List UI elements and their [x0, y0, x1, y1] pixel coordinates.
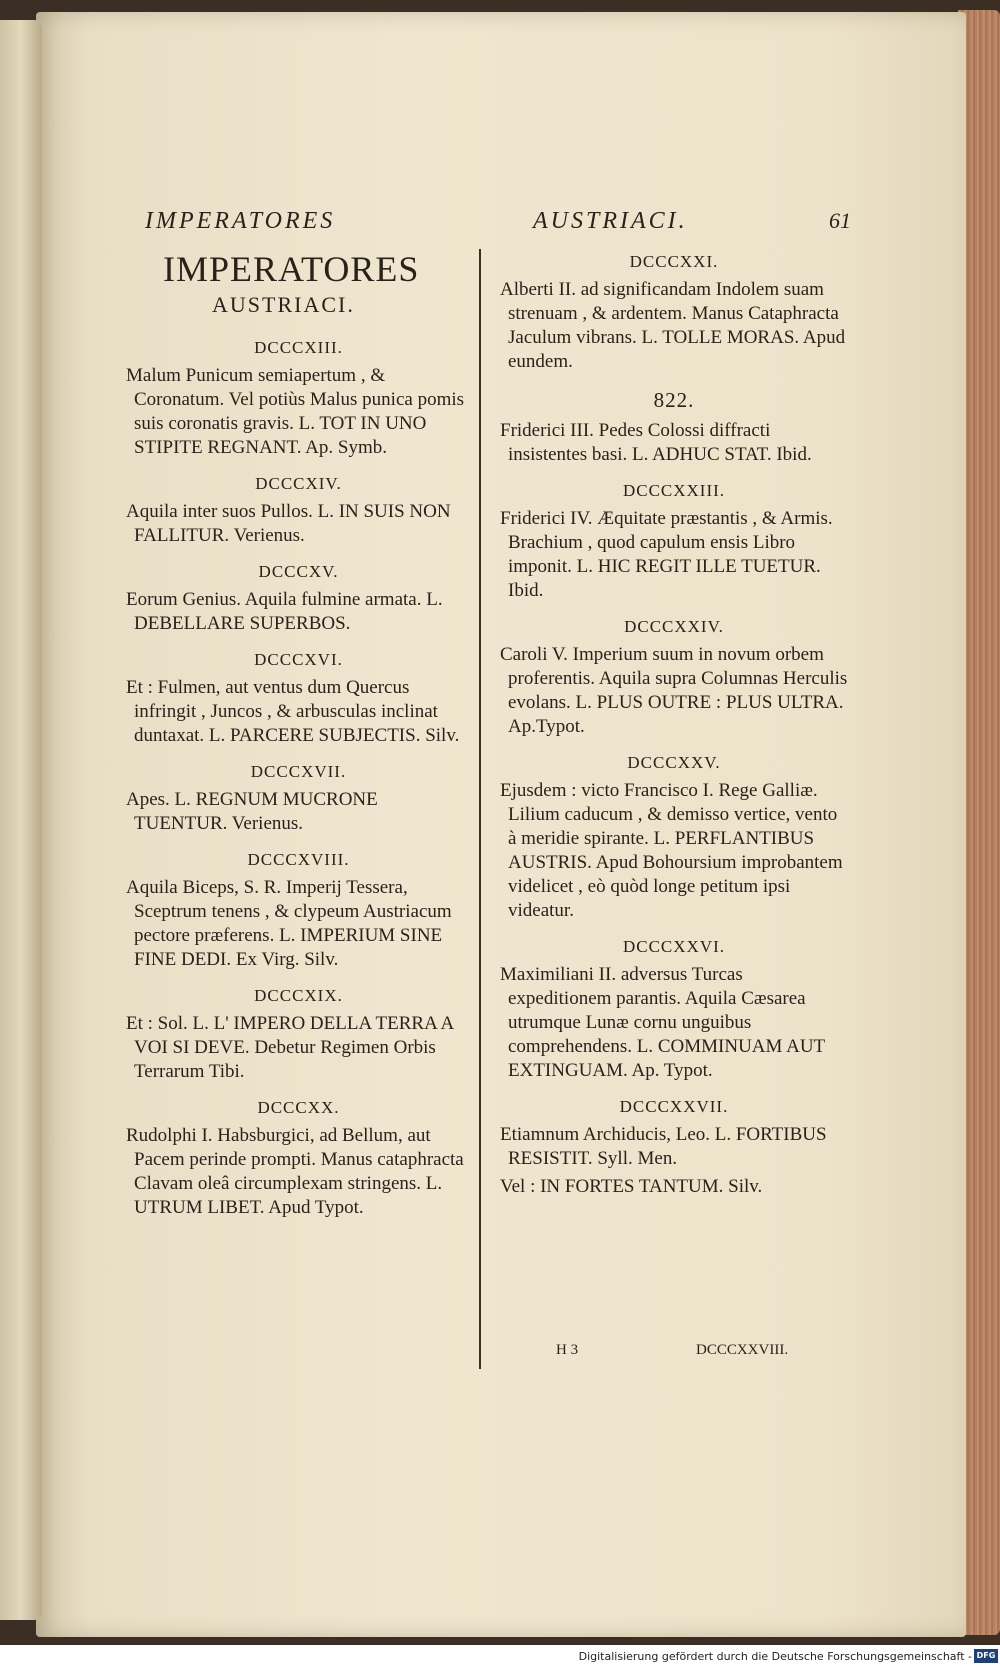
page-number: 61 — [829, 208, 851, 233]
entry-824 — [500, 617, 848, 739]
entry-817 — [126, 762, 471, 836]
page-subtitle: AUSTRIACI. — [212, 292, 355, 317]
dfg-logo: DFG — [974, 1649, 998, 1663]
running-head-right: AUSTRIACI. — [533, 208, 688, 234]
entry-text: Et : Sol. L. L' IMPERO DELLA TERRA A VOI SI DEVE. Debetur Regimen Orbis Terrarum Tibi. — [126, 1013, 454, 1082]
entry-number: DCCCXIX. — [254, 986, 343, 1005]
entry-text: Et : Fulmen, aut ventus dum Quercus infringit , Juncos , & arbusculas inclinat duntaxat. L. PARCERE SUBJECTIS. Silv. — [126, 677, 460, 746]
entry-number: DCCCXIII. — [254, 338, 343, 357]
book-page — [36, 12, 966, 1637]
entry-number: DCCCXV. — [258, 562, 339, 581]
catchword: DCCCXXVIII. — [696, 1342, 789, 1358]
entry-text: Friderici III. Pedes Colossi diffracti insistentes basi. L. ADHUC STAT. Ibid. — [500, 420, 812, 465]
entry-text: Malum Punicum semiapertum , & Coronatum. Vel potiùs Malus punica pomis suis coronatis gravis. L. TOT IN UNO STIPITE REGNANT. Ap. Symb. — [126, 365, 465, 458]
entry-number: DCCCXXVI. — [622, 937, 726, 956]
entry-text: Aquila inter suos Pullos. L. IN SUIS NON FALLITUR. Verienus. — [126, 501, 451, 546]
entry-823 — [500, 481, 848, 603]
entry-text: Caroli V. Imperium suum in novum orbem proferentis. Aquila supra Columnas Herculis evolans. L. PLUS OUTRE : PLUS ULTRA. Ap.Typot. — [500, 644, 848, 737]
entry-816 — [126, 650, 471, 748]
entry-number: DCCCXXIII. — [622, 481, 726, 500]
entry-text: Etiamnum Archiducis, Leo. L. FORTIBUS RESISTIT. Syll. Men. — [500, 1124, 827, 1169]
entry-text: Eorum Genius. Aquila fulmine armata. L. DEBELLARE SUPERBOS. — [126, 589, 443, 634]
entry-text: Vel : IN FORTES TANTUM. Silv. — [500, 1176, 763, 1197]
entry-number: DCCCXVIII. — [247, 850, 350, 869]
entry-number: DCCCXXIV. — [624, 617, 724, 636]
entry-text: Friderici IV. Æquitate præstantis , & Armis. Brachium , quod capulum ensis Libro imponit. L. HIC REGIT ILLE TUETUR. Ibid. — [500, 508, 833, 601]
entry-815 — [126, 562, 471, 636]
entry-814 — [126, 474, 471, 548]
entry-821 — [500, 252, 848, 374]
running-head-left: IMPERATORES — [145, 208, 336, 234]
entry-text: Alberti II. ad significandam Indolem suam strenuam , & ardentem. Manus Cataphracta Jaculum vibrans. L. TOLLE MORAS. Apud eundem. — [500, 279, 846, 372]
entry-827-alt — [500, 1175, 848, 1199]
right-column — [500, 252, 848, 1199]
entry-text: Rudolphi I. Habsburgici, ad Bellum, aut Pacem perinde prompti. Manus cataphracta Clavam oleâ circumplexam stringens. L. UTRUM LIBET. Apud Typot. — [126, 1125, 464, 1218]
page-title: IMPERATORES — [163, 249, 420, 289]
entry-820 — [126, 1098, 471, 1220]
column-divider — [479, 249, 481, 1369]
signature-mark: H 3 — [556, 1342, 579, 1358]
footer-bar — [0, 1645, 1000, 1670]
entry-818 — [126, 850, 471, 972]
funding-notice: Digitalisierung gefördert durch die Deutsche Forschungsgemeinschaft - — [578, 1650, 972, 1663]
entry-827 — [500, 1097, 848, 1171]
entry-number: DCCCXXVII. — [619, 1097, 729, 1116]
left-column — [126, 338, 471, 1234]
entry-825 — [500, 753, 848, 923]
entry-819 — [126, 986, 471, 1084]
entry-number: DCCCXXI. — [629, 252, 719, 271]
entry-813 — [126, 338, 471, 460]
entry-text: Ejusdem : victo Francisco I. Rege Galliæ. Lilium caducum , & demisso vertice, vento à meridie spirante. L. PERFLANTIBUS AUSTRIS. Apud Bohoursium improbantem videlicet , eò quòd longe petitum ipsi videatur. — [500, 780, 843, 921]
entry-826 — [500, 937, 848, 1083]
entry-text: Aquila Biceps, S. R. Imperij Tessera, Sceptrum tenens , & clypeum Austriacum pectore præferens. L. IMPERIUM SINE FINE DEDI. Ex Virg. Silv. — [126, 877, 452, 970]
entry-text: Maximiliani II. adversus Turcas expeditionem parantis. Aquila Cæsarea utrumque Lunæ cornu unguibus comprehendens. L. COMMINUAM AUT EXTINGUAM. Ap. Typot. — [500, 964, 825, 1081]
entry-number: 822. — [653, 388, 695, 412]
entry-number: DCCCXVI. — [254, 650, 343, 669]
entry-text: Apes. L. REGNUM MUCRONE TUENTUR. Verienus. — [126, 789, 378, 834]
entry-number: DCCCXXV. — [627, 753, 721, 772]
entry-number: DCCCXIV. — [255, 474, 342, 493]
entry-822 — [500, 388, 848, 467]
entry-number: DCCCXX. — [257, 1098, 340, 1117]
previous-page-edge — [0, 20, 42, 1620]
entry-number: DCCCXVII. — [250, 762, 347, 781]
